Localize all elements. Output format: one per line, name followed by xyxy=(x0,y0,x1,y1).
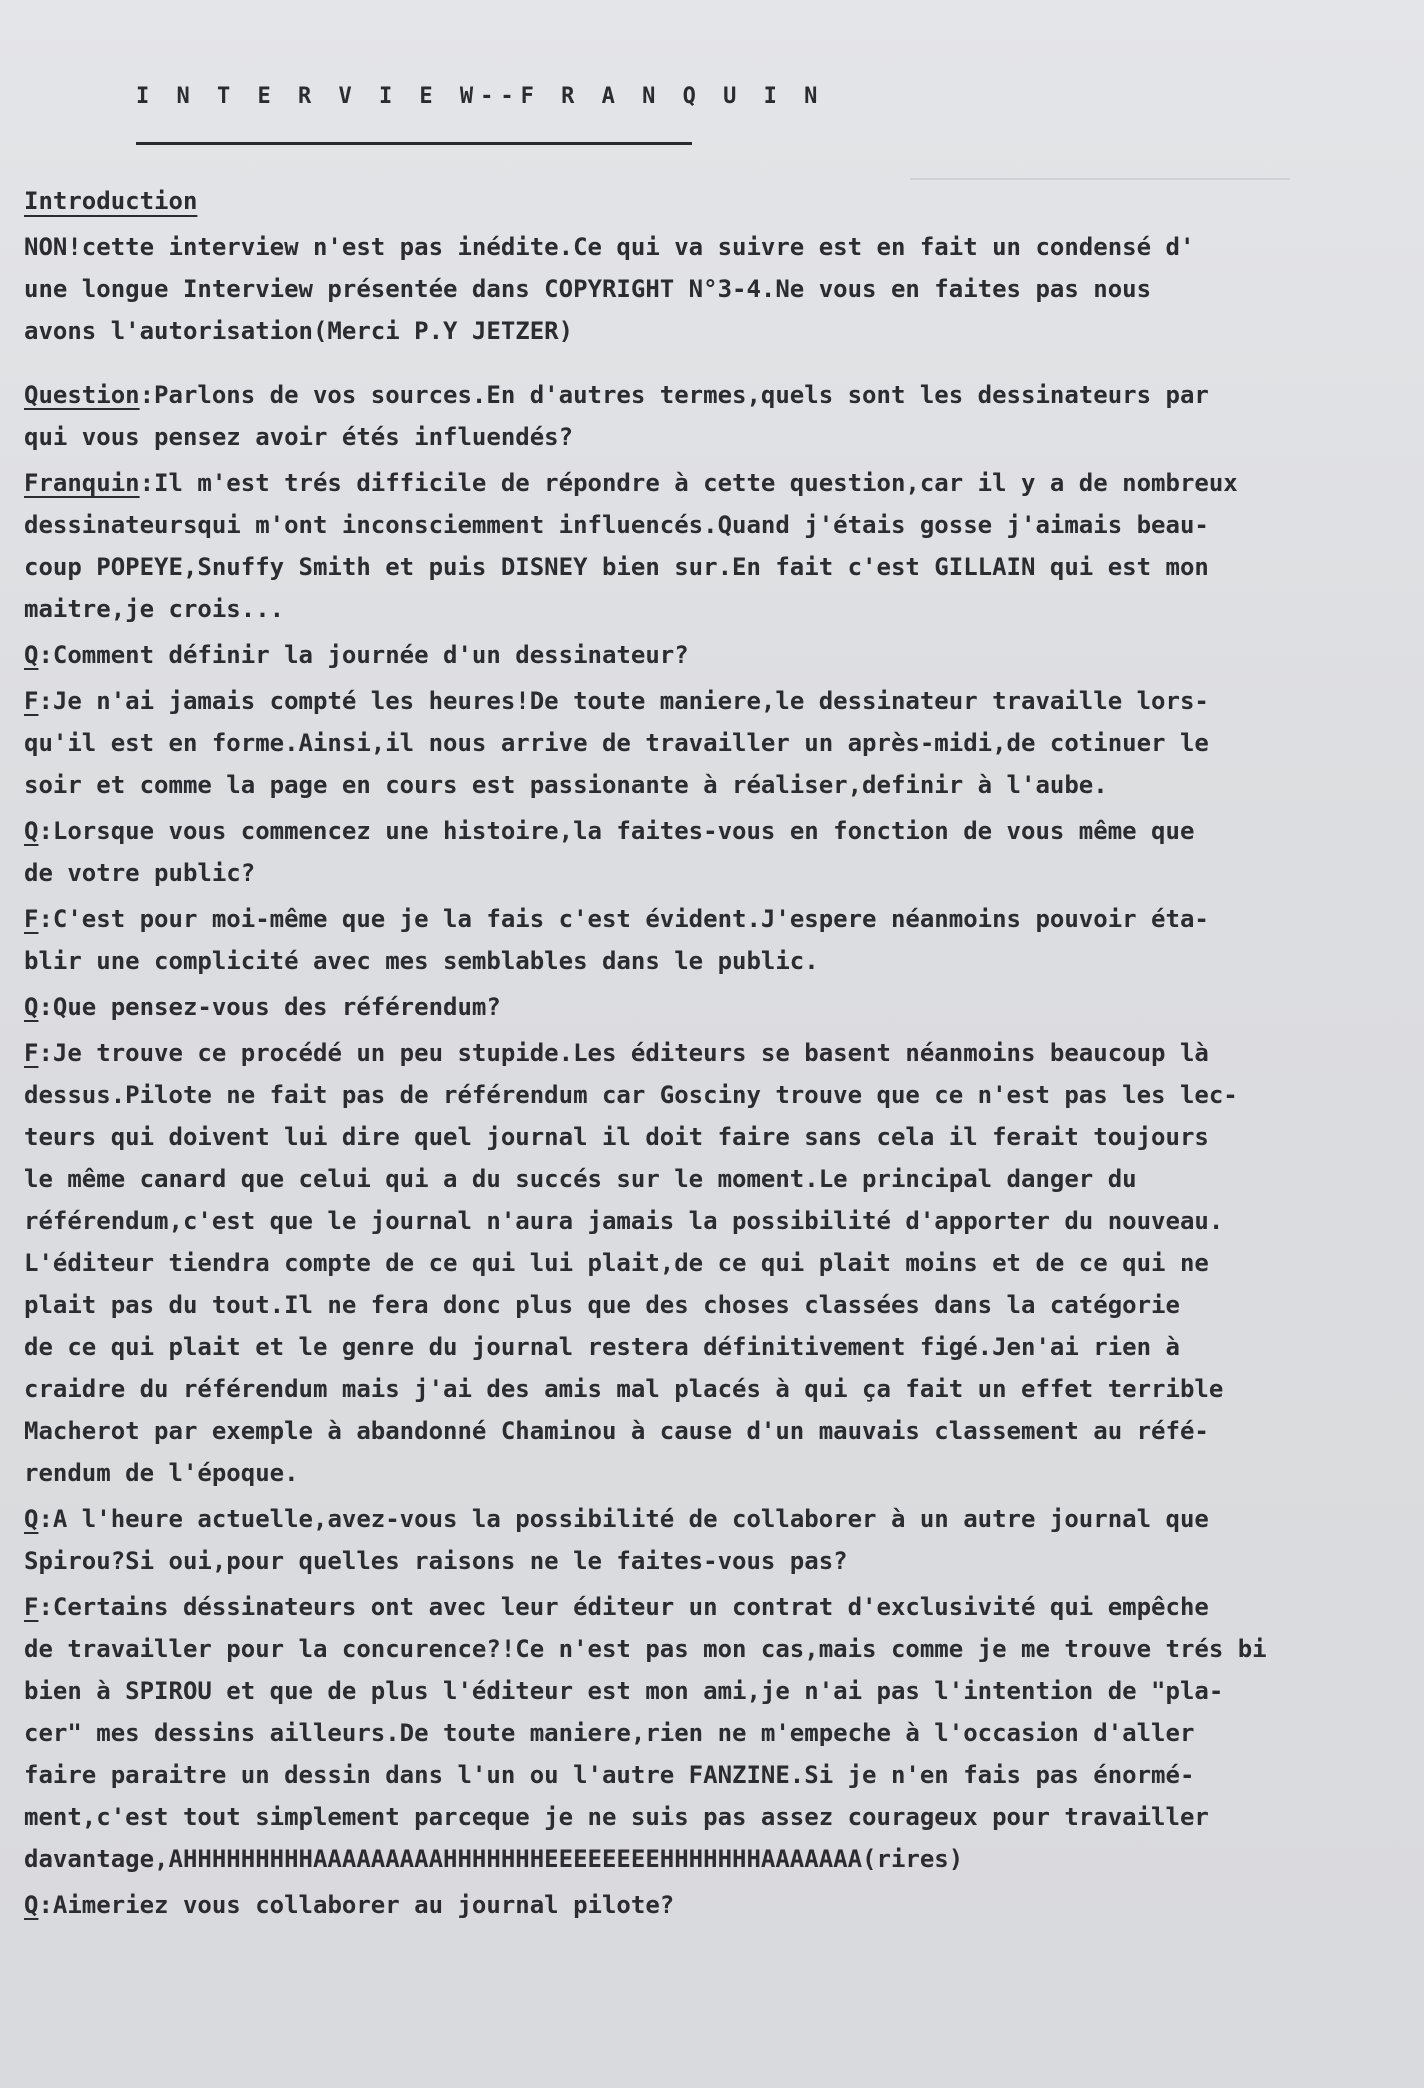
paragraph-gap xyxy=(24,352,1404,374)
speaker-label: Q xyxy=(24,1891,39,1919)
qa-continuation-line: dessus.Pilote ne fait pas de référendum car Gosciny trouve que ce n'est pas les lec- xyxy=(24,1081,1238,1109)
qa-continuation-line: blir une complicité avec mes semblables dans le public. xyxy=(24,947,819,975)
qa-entry xyxy=(24,898,1404,982)
qa-text: :Parlons de vos sources.En d'autres termes,quels sont les dessinateurs par xyxy=(139,381,1209,409)
qa-continuation-line: qu'il est en forme.Ainsi,il nous arrive de travailler un après-midi,de cotinuer le xyxy=(24,729,1209,757)
qa-continuation-line: davantage,AHHHHHHHHHAAAAAAAAAHHHHHHHEEEEEEEEHHHHHHHAAAAAAA(rires) xyxy=(24,1845,964,1873)
qa-continuation-line: de ce qui plait et le genre du journal restera définitivement figé.Jen'ai rien à xyxy=(24,1333,1180,1361)
qa-text: :C'est pour moi-même que je la fais c'est évident.J'espere néanmoins pouvoir éta- xyxy=(38,905,1209,933)
qa-continuation-line: bien à SPIROU et que de plus l'éditeur est mon ami,je n'ai pas l'intention de "pla- xyxy=(24,1677,1224,1705)
qa-first-line xyxy=(24,374,1404,416)
intro-line: une longue Interview présentée dans COPYRIGHT N°3-4.Ne vous en faites pas nous xyxy=(24,275,1152,303)
speaker-label: F xyxy=(24,687,39,715)
qa-continuation-line: ment,c'est tout simplement parceque je ne suis pas assez courageux pour travailler xyxy=(24,1803,1209,1831)
intro-paragraph xyxy=(24,226,1404,352)
qa-continuation-line: rendum de l'époque. xyxy=(24,1459,299,1487)
qa-entry xyxy=(24,810,1404,894)
speaker-label: Q xyxy=(24,993,39,1021)
qa-entry xyxy=(24,462,1404,630)
qa-first-line xyxy=(24,634,1404,676)
qa-entry xyxy=(24,680,1404,806)
qa-entry xyxy=(24,1884,1404,1926)
qa-entry xyxy=(24,1498,1404,1582)
qa-text: :Certains déssinateurs ont avec leur éditeur un contrat d'exclusivité qui empêche xyxy=(38,1593,1209,1621)
qa-first-line xyxy=(24,680,1404,722)
qa-continuation-line: teurs qui doivent lui dire quel journal il doit faire sans cela il ferait toujours xyxy=(24,1123,1209,1151)
qa-entry xyxy=(24,634,1404,676)
qa-first-line xyxy=(24,1498,1404,1540)
qa-first-line xyxy=(24,898,1404,940)
qa-first-line xyxy=(24,1032,1404,1074)
qa-continuation-line: référendum,c'est que le journal n'aura jamais la possibilité d'apporter du nouveau. xyxy=(24,1207,1224,1235)
qa-list xyxy=(24,374,1404,1926)
speaker-label: F xyxy=(24,1593,39,1621)
page-title: I N T E R V I E W--F R A N Q U I N xyxy=(136,84,825,109)
speaker-label: Q xyxy=(24,1505,39,1533)
qa-entry xyxy=(24,986,1404,1028)
qa-entry xyxy=(24,374,1404,458)
qa-text: :Lorsque vous commencez une histoire,la faites-vous en fonction de vous même que xyxy=(38,817,1195,845)
qa-text: :Je trouve ce procédé un peu stupide.Les éditeurs se basent néanmoins beaucoup là xyxy=(38,1039,1209,1067)
speaker-label: F xyxy=(24,905,39,933)
show-through-text xyxy=(900,130,912,154)
intro-line: NON!cette interview n'est pas inédite.Ce qui va suivre est en fait un condensé d' xyxy=(24,233,1195,261)
qa-continuation-line: qui vous pensez avoir étés influendés? xyxy=(24,423,574,451)
qa-continuation-line: Macherot par exemple à abandonné Chaminou à cause d'un mauvais classement au réfé- xyxy=(24,1417,1209,1445)
qa-first-line xyxy=(24,986,1404,1028)
qa-continuation-line: soir et comme la page en cours est passionante à réaliser,definir à l'aube. xyxy=(24,771,1108,799)
speaker-label: Question xyxy=(24,381,140,409)
qa-text: :Comment définir la journée d'un dessinateur? xyxy=(38,641,689,669)
qa-text: :Il m'est trés difficile de répondre à cette question,car il y a de nombreux xyxy=(139,469,1238,497)
speaker-label: Franquin xyxy=(24,469,140,497)
qa-entry xyxy=(24,1032,1404,1494)
qa-continuation-line: craidre du référendum mais j'ai des amis mal placés à qui ça fait un effet terrible xyxy=(24,1375,1224,1403)
qa-first-line xyxy=(24,1884,1404,1926)
qa-text: :A l'heure actuelle,avez-vous la possibilité de collaborer à un autre journal que xyxy=(38,1505,1209,1533)
qa-first-line xyxy=(24,1586,1404,1628)
qa-continuation-line: L'éditeur tiendra compte de ce qui lui plait,de ce qui plait moins et de ce qui ne xyxy=(24,1249,1209,1277)
qa-continuation-line: le même canard que celui qui a du succés sur le moment.Le principal danger du xyxy=(24,1165,1137,1193)
speaker-label: Q xyxy=(24,641,39,669)
qa-continuation-line: de votre public? xyxy=(24,859,256,887)
speaker-label: F xyxy=(24,1039,39,1067)
intro-line: avons l'autorisation(Merci P.Y JETZER) xyxy=(24,317,574,345)
qa-first-line xyxy=(24,810,1404,852)
qa-first-line xyxy=(24,462,1404,504)
qa-continuation-line: faire paraitre un dessin dans l'un ou l'autre FANZINE.Si je n'en fais pas énormé- xyxy=(24,1761,1195,1789)
speaker-label: Q xyxy=(24,817,39,845)
interview-body xyxy=(24,180,1404,1930)
qa-continuation-line: dessinateursqui m'ont inconsciemment influencés.Quand j'étais gosse j'aimais beau- xyxy=(24,511,1209,539)
qa-continuation-line: coup POPEYE,Snuffy Smith et puis DISNEY bien sur.En fait c'est GILLAIN qui est mon xyxy=(24,553,1209,581)
qa-text: :Aimeriez vous collaborer au journal pilote? xyxy=(38,1891,675,1919)
intro-heading: Introduction xyxy=(24,187,198,215)
qa-continuation-line: maitre,je crois... xyxy=(24,595,285,623)
qa-continuation-line: cer" mes dessins ailleurs.De toute maniere,rien ne m'empeche à l'occasion d'aller xyxy=(24,1719,1195,1747)
qa-continuation-line: de travailler pour la concurence?!Ce n'est pas mon cas,mais comme je me trouve trés bi xyxy=(24,1635,1267,1663)
qa-text: :Je n'ai jamais compté les heures!De toute maniere,le dessinateur travaille lors- xyxy=(38,687,1209,715)
qa-entry xyxy=(24,1586,1404,1880)
title-underline xyxy=(136,142,692,145)
qa-text: :Que pensez-vous des référendum? xyxy=(38,993,501,1021)
qa-continuation-line: Spirou?Si oui,pour quelles raisons ne le faites-vous pas? xyxy=(24,1547,848,1575)
qa-continuation-line: plait pas du tout.Il ne fera donc plus que des choses classées dans la catégorie xyxy=(24,1291,1180,1319)
